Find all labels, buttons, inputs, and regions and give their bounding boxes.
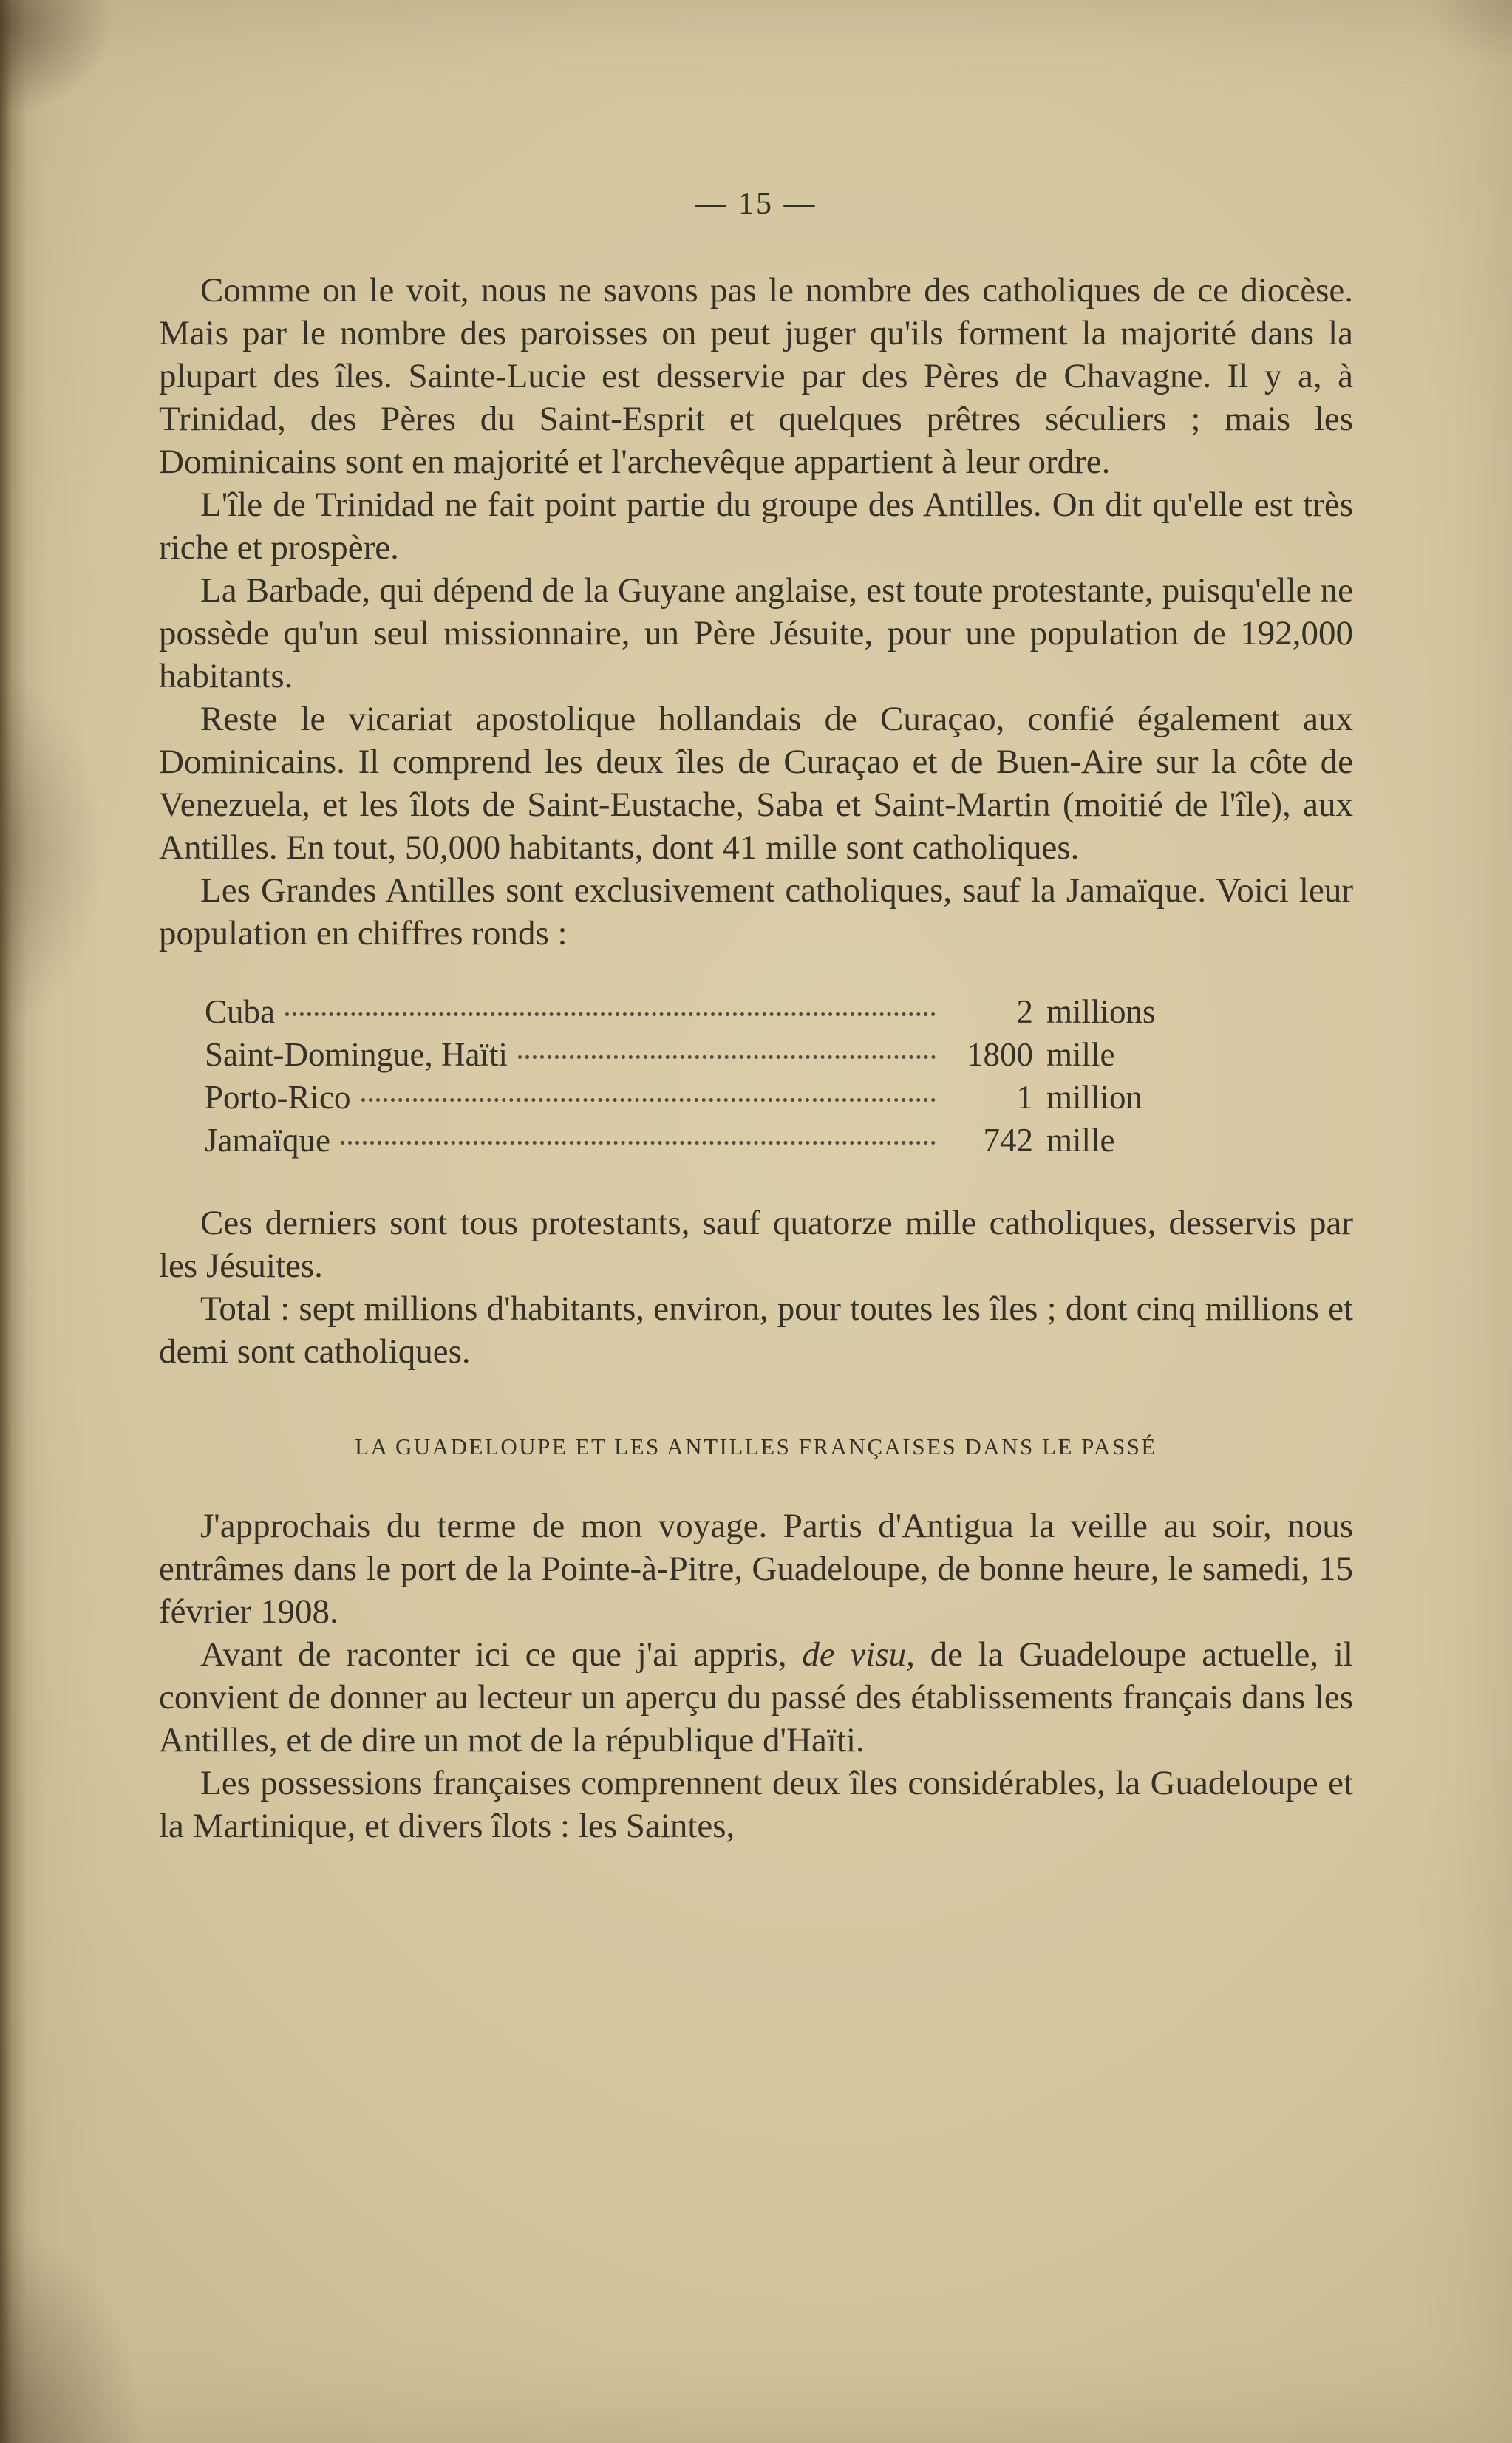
- table-row-label: Saint-Domingue, Haïti: [205, 1036, 508, 1073]
- dotted-leader: [341, 1141, 936, 1145]
- paragraph-curacao: Reste le vicariat apostolique hollandais de Curaçao, confié également aux Dominicains. Il comprend les deux îles de Curaçao et de Buen-Aire sur la côte de Venezuela, et les îlots de Saint-Eustache, Saba et Saint-Martin (moitié de l'île), aux Antilles. En tout, 50,000 habitants, dont 41 mille sont catholiques.: [159, 700, 1353, 867]
- dotted-leader: [518, 1055, 936, 1059]
- section-heading: LA GUADELOUPE ET LES ANTILLES FRANÇAISES DANS LE PASSÉ: [355, 1434, 1157, 1459]
- page-number: — 15 —: [695, 187, 817, 221]
- paragraph-apercu-passe: [159, 1633, 1353, 1762]
- paragraph-protestants: Ces derniers sont tous protestants, sauf quatorze mille catholiques, desservis par les Jésuites.: [159, 1204, 1353, 1285]
- table-row-unit: million: [1046, 1079, 1143, 1116]
- paragraph-segment: Avant de raconter ici ce que j'ai appris,: [200, 1635, 803, 1674]
- table-row-number: 2: [1016, 993, 1033, 1030]
- table-row: [205, 1076, 1205, 1119]
- table-row-label: Jamaïque: [205, 1122, 330, 1159]
- table-row: [205, 1119, 1205, 1162]
- table-row-unit: mille: [1046, 1036, 1115, 1073]
- table-row: [205, 990, 1205, 1033]
- table-row-label: Cuba: [205, 993, 275, 1030]
- table-row-number: 1: [1016, 1079, 1033, 1116]
- paragraph-trinidad: L'île de Trinidad ne fait point partie du groupe des Antilles. On dit qu'elle est très riche et prospère.: [159, 485, 1353, 567]
- paragraph-catholiques-diocese: Comme on le voit, nous ne savons pas le nombre des catholiques de ce diocèse. Mais par le nombre des paroisses on peut juger qu'ils forment la majorité dans la plupart des îles. Sainte-Lucie est desservie par des Pères de Chavagne. Il y a, à Trinidad, des Pères du Saint-Esprit et quelques prêtres séculiers ; mais les Dominicains sont en majorité et l'archevêque appartient à leur ordre.: [159, 271, 1353, 481]
- population-table: [205, 990, 1205, 1162]
- paragraph-total: Total : sept millions d'habitants, environ, pour toutes les îles ; dont cinq millions et demi sont catholiques.: [159, 1289, 1353, 1371]
- paragraph-segment: , de la Guadeloupe actuelle, il convient de donner au lecteur un aperçu du passé des établissements français dans les Antilles, et de dire un mot de la république d'Haïti.: [159, 1635, 1353, 1759]
- table-row-unit: mille: [1046, 1122, 1115, 1159]
- table-row: [205, 1033, 1205, 1076]
- table-row-number: 742: [983, 1122, 1033, 1159]
- paragraph-barbade: La Barbade, qui dépend de la Guyane anglaise, est toute protestante, puisqu'elle ne possède qu'un seul missionnaire, un Père Jésuite, pour une population de 192,000 habitants.: [159, 571, 1353, 695]
- table-row-label: Porto-Rico: [205, 1079, 351, 1116]
- dotted-leader: [361, 1098, 936, 1102]
- table-row-number: 1800: [967, 1036, 1033, 1073]
- paragraph-grandes-antilles: Les Grandes Antilles sont exclusivement catholiques, sauf la Jamaïque. Voici leur population en chiffres ronds :: [159, 871, 1353, 953]
- paragraph-arrivee-guadeloupe: J'approchais du terme de mon voyage. Partis d'Antigua la veille au soir, nous entrâmes dans le port de la Pointe-à-Pitre, Guadeloupe, de bonne heure, le samedi, 15 février 1908.: [159, 1507, 1353, 1631]
- table-row-unit: millions: [1046, 993, 1156, 1030]
- text-block: [159, 186, 1353, 1847]
- italic-phrase: de visu: [802, 1635, 907, 1674]
- dotted-leader: [285, 1012, 936, 1016]
- paragraph-possessions-francaises: Les possessions françaises comprennent deux îles considérables, la Guadeloupe et la Martinique, et divers îlots : les Saintes,: [159, 1764, 1353, 1845]
